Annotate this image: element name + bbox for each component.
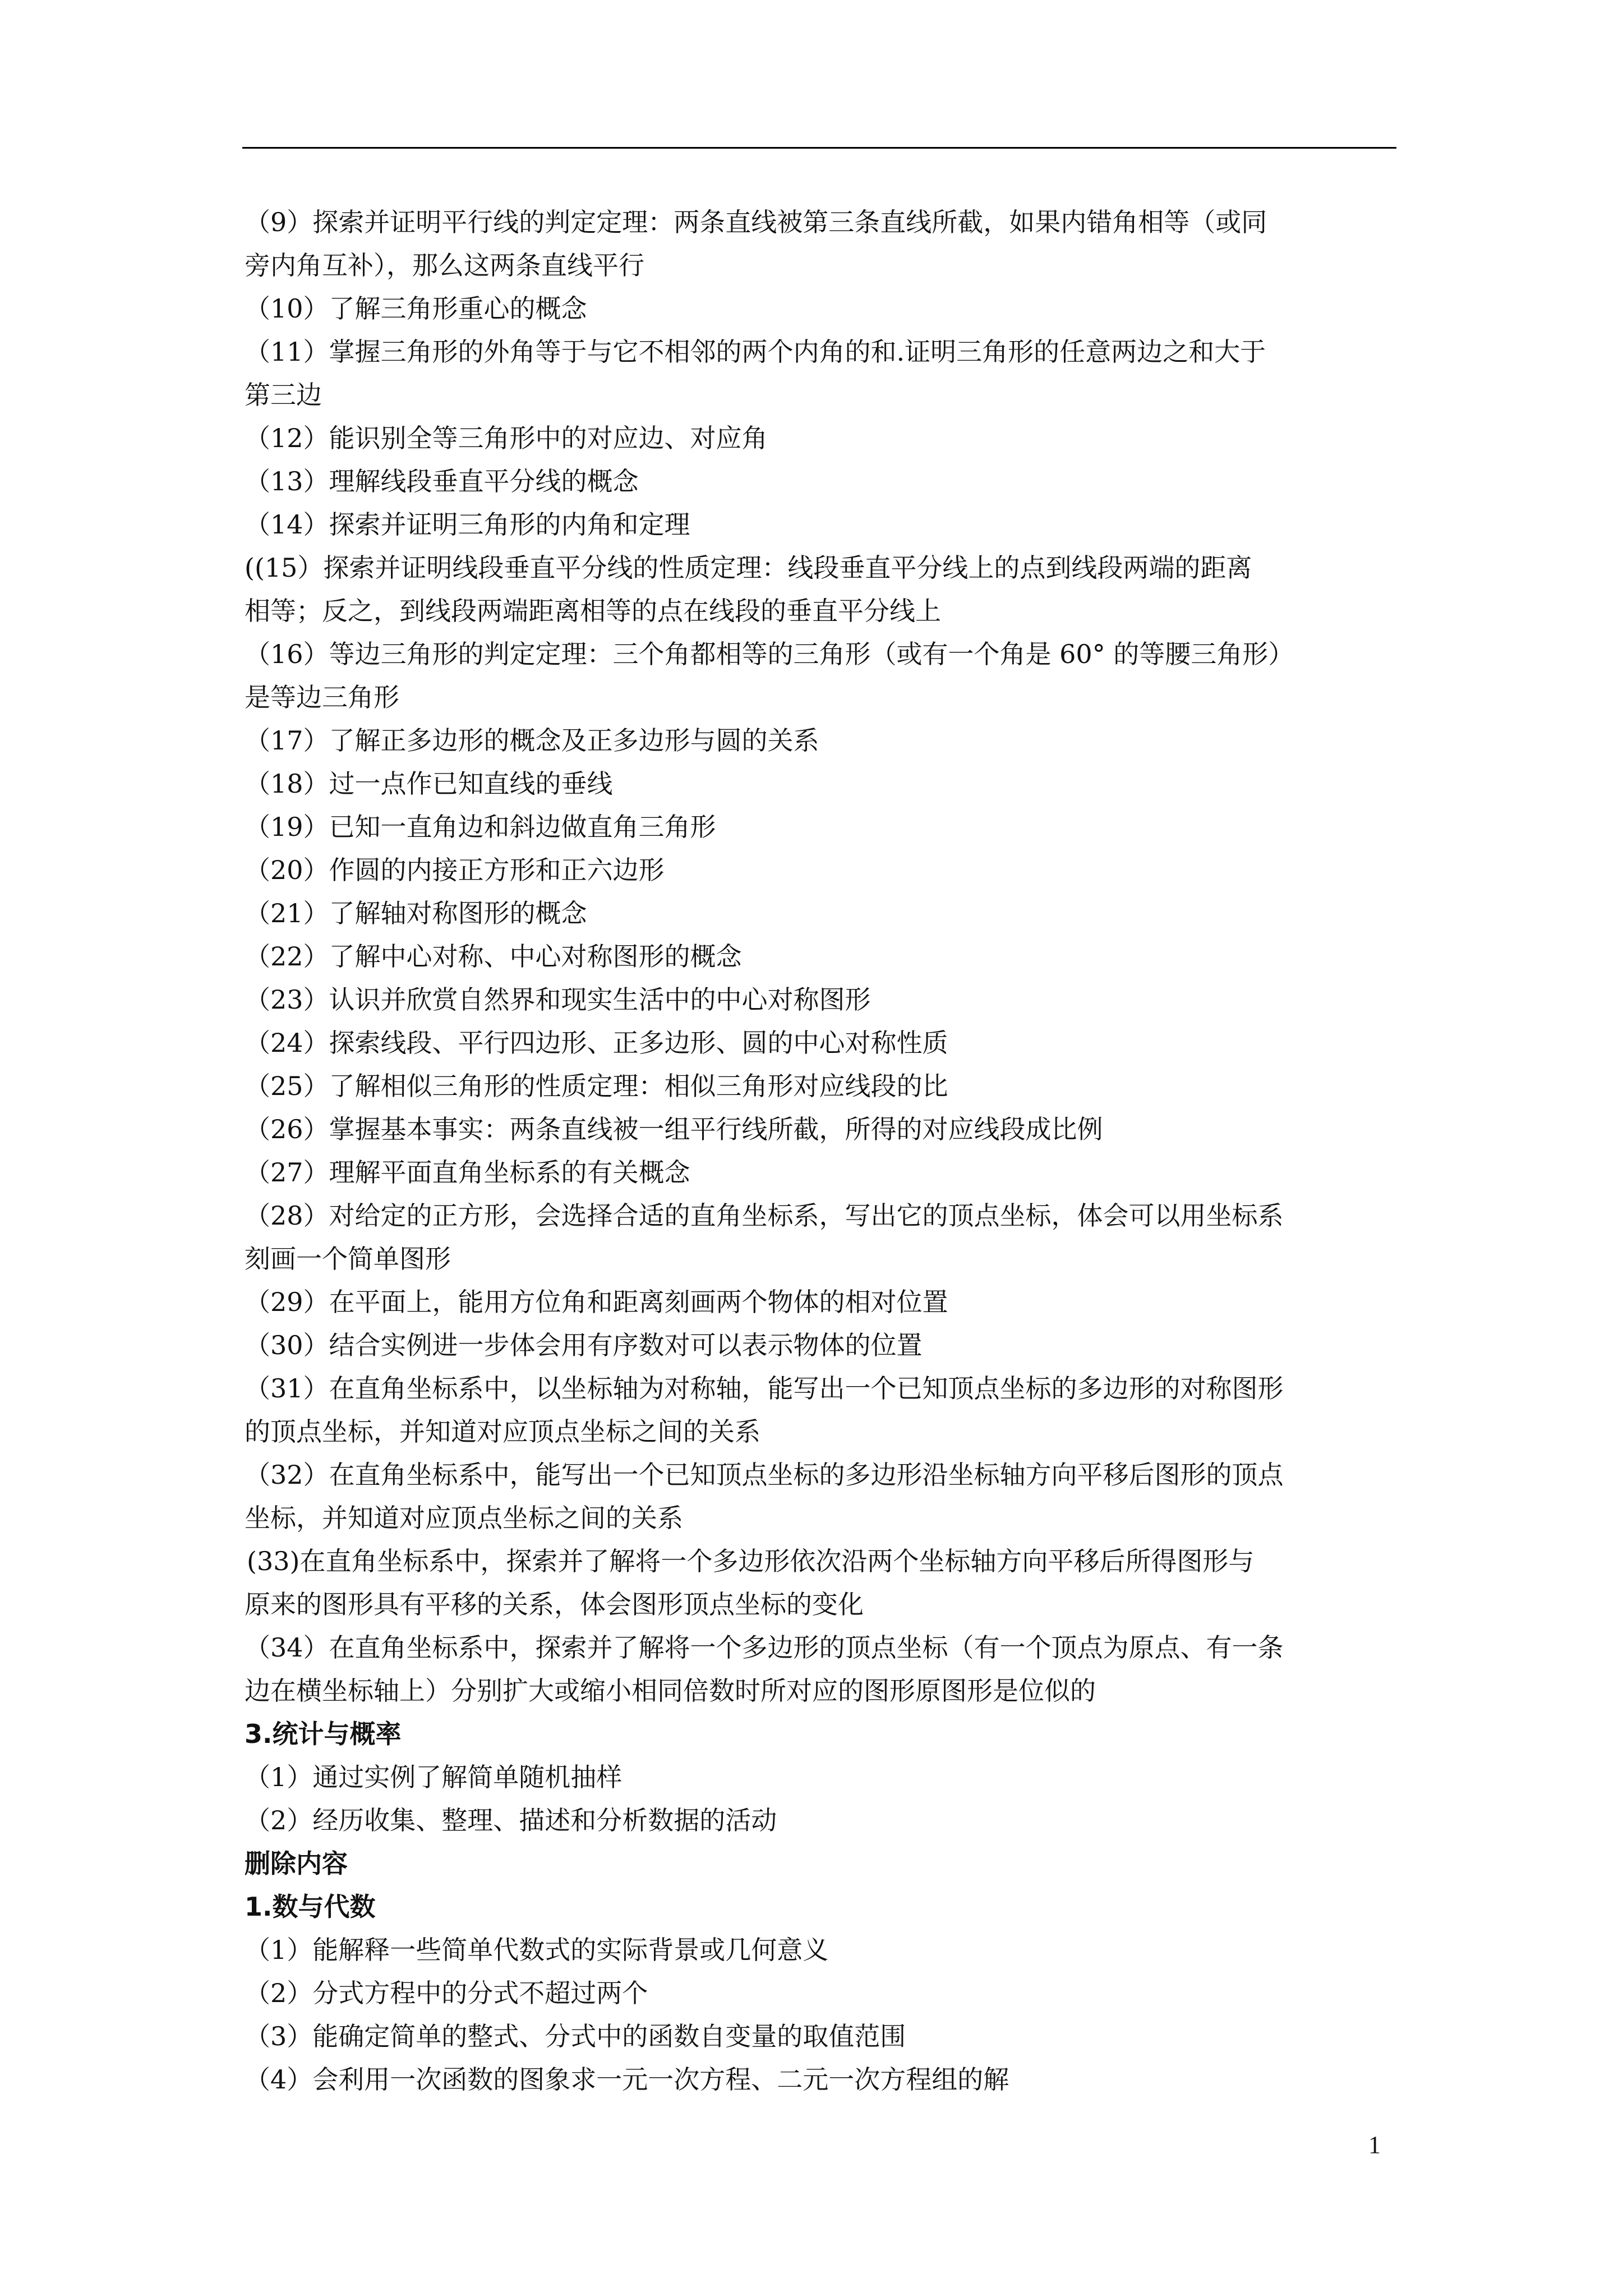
text-line: （27）理解平面直角坐标系的有关概念 xyxy=(245,1157,690,1188)
text-line: （23）认识并欣赏自然界和现实生活中的中心对称图形 xyxy=(245,984,871,1015)
text-line: （30）结合实例进一步体会用有序数对可以表示物体的位置 xyxy=(245,1330,923,1360)
text-line: （17）了解正多边形的概念及正多边形与圆的关系 xyxy=(245,725,819,756)
text-line: （31）在直角坐标系中，以坐标轴为对称轴，能写出一个已知顶点坐标的多边形的对称图形 xyxy=(245,1373,1284,1404)
text-line: 刻画一个简单图形 xyxy=(245,1244,451,1274)
text-line: (33)在直角坐标系中，探索并了解将一个多边形依次沿两个坐标轴方向平移后所得图形与 xyxy=(247,1546,1255,1576)
document-body xyxy=(245,201,1411,2101)
text-line: 的顶点坐标，并知道对应顶点坐标之间的关系 xyxy=(245,1416,760,1447)
text-line: 是等边三角形 xyxy=(245,682,399,712)
text-line: （25）了解相似三角形的性质定理：相似三角形对应线段的比 xyxy=(245,1071,948,1101)
header-rule xyxy=(242,147,1396,149)
text-line: （29）在平面上，能用方位角和距离刻画两个物体的相对位置 xyxy=(245,1287,948,1317)
text-line: （12）能识别全等三角形中的对应边、对应角 xyxy=(245,423,768,453)
text-line: （26）掌握基本事实：两条直线被一组平行线所截，所得的对应线段成比例 xyxy=(245,1114,1103,1144)
page-number: 1 xyxy=(1368,2131,1381,2159)
text-line: （2）分式方程中的分式不超过两个 xyxy=(245,1978,648,2008)
text-line: （1）能解释一些简单代数式的实际背景或几何意义 xyxy=(245,1935,829,1965)
text-line: （11）掌握三角形的外角等于与它不相邻的两个内角的和.证明三角形的任意两边之和大于 xyxy=(245,337,1266,367)
text-line: 边在横坐标轴上）分别扩大或缩小相同倍数时所对应的图形原图形是位似的 xyxy=(245,1676,1096,1706)
text-line: 相等；反之，到线段两端距离相等的点在线段的垂直平分线上 xyxy=(245,596,941,626)
text-line: （28）对给定的正方形，会选择合适的直角坐标系，写出它的顶点坐标，体会可以用坐标系 xyxy=(245,1200,1284,1231)
text-line: （9）探索并证明平行线的判定定理：两条直线被第三条直线所截，如果内错角相等（或同 xyxy=(245,207,1267,237)
text-line: （14）探索并证明三角形的内角和定理 xyxy=(245,509,690,540)
text-line: （21）了解轴对称图形的概念 xyxy=(245,898,587,928)
text-line: ((15）探索并证明线段垂直平分线的性质定理：线段垂直平分线上的点到线段两端的距离 xyxy=(245,553,1252,583)
text-line: （3）能确定简单的整式、分式中的函数自变量的取值范围 xyxy=(245,2021,906,2051)
section-heading: 1.数与代数 xyxy=(245,1892,376,1922)
text-line: （19）已知一直角边和斜边做直角三角形 xyxy=(245,812,716,842)
text-line: （18）过一点作已知直线的垂线 xyxy=(245,769,613,799)
text-line: （34）在直角坐标系中，探索并了解将一个多边形的顶点坐标（有一个顶点为原点、有一条 xyxy=(245,1632,1284,1663)
text-line: 旁内角互补），那么这两条直线平行 xyxy=(245,250,644,280)
text-line: 坐标，并知道对应顶点坐标之间的关系 xyxy=(245,1503,683,1533)
text-line: （24）探索线段、平行四边形、正多边形、圆的中心对称性质 xyxy=(245,1028,948,1058)
section-heading: 3.统计与概率 xyxy=(245,1719,402,1749)
text-line: （32）在直角坐标系中，能写出一个已知顶点坐标的多边形沿坐标轴方向平移后图形的顶点 xyxy=(245,1460,1284,1490)
text-line: （22）了解中心对称、中心对称图形的概念 xyxy=(245,941,742,972)
section-heading: 删除内容 xyxy=(245,1848,348,1879)
text-line: （13）理解线段垂直平分线的概念 xyxy=(245,466,639,496)
text-line: （1）通过实例了解简单随机抽样 xyxy=(245,1762,623,1792)
text-line: （16）等边三角形的判定定理：三个角都相等的三角形（或有一个角是 60° 的等腰三角形） xyxy=(245,639,1294,669)
text-line: （10）了解三角形重心的概念 xyxy=(245,293,587,324)
text-line: （2）经历收集、整理、描述和分析数据的活动 xyxy=(245,1805,777,1835)
text-line: （20）作圆的内接正方形和正六边形 xyxy=(245,855,665,885)
text-line: 第三边 xyxy=(245,380,322,410)
text-line: 原来的图形具有平移的关系，体会图形顶点坐标的变化 xyxy=(245,1589,864,1619)
text-line: （4）会利用一次函数的图象求一元一次方程、二元一次方程组的解 xyxy=(245,2064,1009,2095)
